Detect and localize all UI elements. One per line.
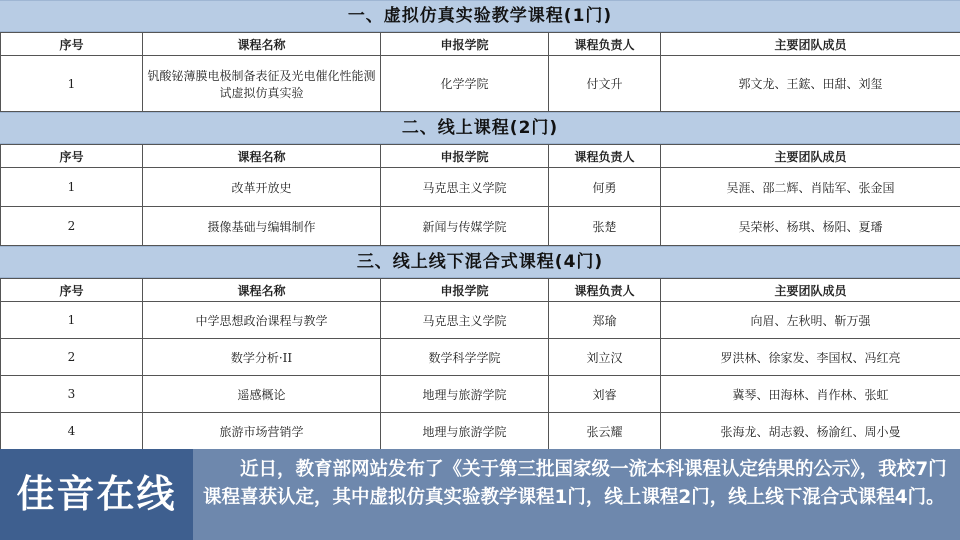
cell-college: 马克思主义学院: [381, 302, 549, 339]
table-row: [1, 339, 960, 376]
course-table: [0, 144, 960, 246]
cell-college: 数学科学学院: [381, 339, 549, 376]
cell-course-name: 摄像基础与编辑制作: [143, 207, 381, 246]
cell-college: 化学学院: [381, 56, 549, 112]
cell-index: 1: [1, 302, 143, 339]
cell-lead: 郑瑜: [549, 302, 661, 339]
news-text: 近日，教育部网站发布了《关于第三批国家级一流本科课程认定结果的公示》，我校7门课程喜获认定，其中虚拟仿真实验教学课程1门，线上课程2门，线上线下混合式课程4门。: [193, 449, 960, 540]
course-table: [0, 32, 960, 112]
cell-college: 新闻与传媒学院: [381, 207, 549, 246]
cell-course-name: 旅游市场营销学: [143, 413, 381, 450]
cell-course-name: 数学分析·II: [143, 339, 381, 376]
cell-college: 马克思主义学院: [381, 168, 549, 207]
cell-lead: 何勇: [549, 168, 661, 207]
cell-index: 3: [1, 376, 143, 413]
header-lead: 课程负责人: [549, 145, 661, 168]
brand-logo: 佳音在线: [0, 449, 193, 540]
header-course-name: 课程名称: [143, 33, 381, 56]
cell-lead: 张云耀: [549, 413, 661, 450]
header-course-name: 课程名称: [143, 279, 381, 302]
cell-course-name: 改革开放史: [143, 168, 381, 207]
cell-team: 吴荣彬、杨琪、杨阳、夏璠: [661, 207, 960, 246]
cell-team: 向眉、左秋明、靳万强: [661, 302, 960, 339]
cell-course-name: 遥感概论: [143, 376, 381, 413]
table-row: [1, 413, 960, 450]
table-header-row: [1, 145, 960, 168]
section-title: 三、线上线下混合式课程(4门): [0, 246, 960, 278]
cell-index: 1: [1, 56, 143, 112]
cell-team: 罗洪林、徐家发、李国权、冯红亮: [661, 339, 960, 376]
table-row: [1, 376, 960, 413]
cell-index: 2: [1, 207, 143, 246]
cell-course-name: 中学思想政治课程与教学: [143, 302, 381, 339]
cell-team: 吴涯、邵二辉、肖陆军、张金国: [661, 168, 960, 207]
header-course-name: 课程名称: [143, 145, 381, 168]
cell-lead: 刘睿: [549, 376, 661, 413]
cell-course-name: 钒酸铋薄膜电极制备表征及光电催化性能测试虚拟仿真实验: [143, 56, 381, 112]
table-row: [1, 168, 960, 207]
header-team: 主要团队成员: [661, 279, 960, 302]
cell-college: 地理与旅游学院: [381, 413, 549, 450]
header-college: 申报学院: [381, 279, 549, 302]
cell-lead: 刘立汉: [549, 339, 661, 376]
header-lead: 课程负责人: [549, 33, 661, 56]
header-team: 主要团队成员: [661, 145, 960, 168]
table-row: [1, 207, 960, 246]
cell-index: 1: [1, 168, 143, 207]
cell-team: 张海龙、胡志毅、杨渝红、周小曼: [661, 413, 960, 450]
news-banner: [0, 449, 960, 540]
header-index: 序号: [1, 33, 143, 56]
header-college: 申报学院: [381, 145, 549, 168]
cell-team: 冀琴、田海林、肖作林、张虹: [661, 376, 960, 413]
header-team: 主要团队成员: [661, 33, 960, 56]
cell-lead: 付文升: [549, 56, 661, 112]
table-row: [1, 56, 960, 112]
header-index: 序号: [1, 279, 143, 302]
table-row: [1, 302, 960, 339]
table-header-row: [1, 33, 960, 56]
cell-lead: 张楚: [549, 207, 661, 246]
cell-team: 郭文龙、王鋐、田甜、刘玺: [661, 56, 960, 112]
table-header-row: [1, 279, 960, 302]
header-lead: 课程负责人: [549, 279, 661, 302]
cell-college: 地理与旅游学院: [381, 376, 549, 413]
cell-index: 2: [1, 339, 143, 376]
header-college: 申报学院: [381, 33, 549, 56]
section-title: 一、虚拟仿真实验教学课程(1门): [0, 0, 960, 32]
course-table: [0, 278, 960, 450]
cell-index: 4: [1, 413, 143, 450]
section-title: 二、线上课程(2门): [0, 112, 960, 144]
header-index: 序号: [1, 145, 143, 168]
